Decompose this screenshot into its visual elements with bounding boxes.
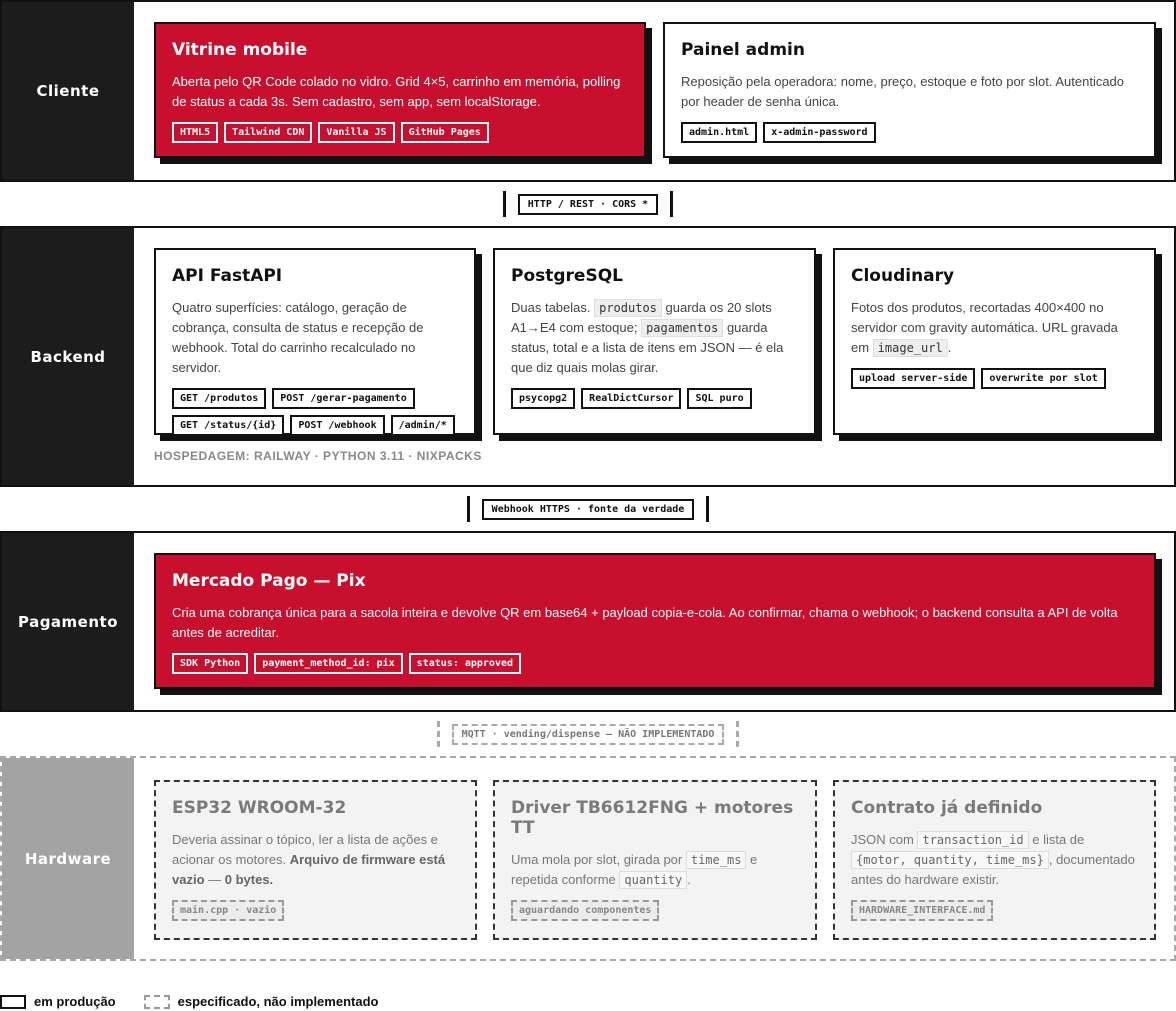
tag: /admin/* [391,415,455,436]
tag-list [172,122,628,143]
desc-emphasis: 0 bytes. [224,872,274,887]
connector-line [437,721,740,747]
card-description [851,298,1138,358]
desc-emphasis: Arquivo de firmware está vazio [172,852,446,887]
tag: Vanilla JS [318,122,394,143]
card-title: Vitrine mobile [172,40,308,60]
layer-content [134,758,1174,959]
connector-webhook [0,496,1176,522]
card-description: Cria uma cobrança única para a sacola inteira e devolve QR em base64 + payload copia-e-cola. Ao confirmar, chama o webhook; o backend consulta a API de volta antes de acreditar. [172,605,1118,640]
inline-code: produtos [594,299,662,317]
tag: upload server-side [851,368,975,389]
card-cloudinary [833,248,1156,435]
connector-line [503,191,673,217]
card-title: API FastAPI [172,266,283,286]
card-postgresql [493,248,816,435]
card-title: Mercado Pago — Pix [172,571,366,591]
card-painel-admin [663,22,1156,158]
card-description [851,830,1138,890]
desc-text: e lista de [1028,832,1085,847]
tag: HTML5 [172,122,218,143]
layer-label: Backend [2,228,134,485]
layer-backend [0,226,1176,487]
card-description: Reposição pela operadora: nome, preço, estoque e foto por slot. Autenticado por header de senha única. [681,74,1125,109]
tag-list [681,122,1138,143]
layer-content [134,2,1174,180]
card-esp32 [154,780,477,940]
tag-list [172,900,459,921]
connector-line [467,496,710,522]
card-description [511,850,799,890]
connector-label: Webhook HTTPS · fonte da verdade [482,499,695,520]
tag: x-admin-password [763,122,875,143]
tag: GET /produtos [172,388,266,409]
card-api-fastapi [154,248,476,435]
desc-text: e repetida conforme [511,852,758,887]
layer-pagamento [0,531,1176,712]
legend-item-specified [144,994,379,1009]
inline-code: time_ms [686,851,747,869]
tag: GET /status/{id} [172,415,284,436]
card-vitrine-mobile [154,22,646,158]
card-title: Driver TB6612FNG + motores TT [511,798,794,838]
desc-text: JSON com [851,832,918,847]
tag: GitHub Pages [401,122,489,143]
tag: status: approved [409,653,521,674]
inline-code: transaction_id [917,831,1028,849]
tag: Tailwind CDN [224,122,312,143]
layer-label: Cliente [2,2,134,180]
tag: SQL puro [687,388,751,409]
card-description: Aberta pelo QR Code colado no vidro. Grid 4×5, carrinho em memória, polling de status a cada 3s. Sem cadastro, sem app, sem localStorage. [172,74,621,109]
tag: RealDictCursor [581,388,681,409]
layer-hardware [0,756,1176,961]
card-title: PostgreSQL [511,266,623,286]
layer-content [134,228,1174,485]
legend-label: em produção [34,994,116,1009]
inline-code: pagamentos [641,319,723,337]
connector-label: MQTT · vending/dispense — NÃO IMPLEMENTADO [452,724,725,745]
inline-code: image_url [873,339,948,357]
card-driver-tb6612fng [493,780,817,940]
layer-label: Hardware [2,758,134,959]
desc-text: Deveria assinar o tópico, ler a lista de ações e acionar os motores. [172,832,438,867]
card-mercado-pago [154,553,1156,689]
inline-code: {motor, quantity, time_ms} [851,851,1049,869]
card-contrato [833,780,1156,940]
desc-text: , documentado antes do hardware existir. [851,852,1135,887]
tag-list [511,388,798,409]
tag: admin.html [681,122,757,143]
inline-code: quantity [619,871,687,889]
tag-list [851,900,1138,921]
legend-dashed-swatch [144,995,170,1009]
tag: main.cpp · vazio [172,900,284,921]
desc-text: . [687,872,691,887]
card-title: Cloudinary [851,266,955,286]
connector-http [0,191,1176,217]
tag-list [172,388,458,436]
legend-item-production [0,994,116,1009]
desc-text: . [947,340,952,355]
card-description: Quatro superfícies: catálogo, geração de cobrança, consulta de status e recepção de webhook. Total do carrinho recalculado no servidor. [172,300,424,375]
desc-text: Uma mola por slot, girada por [511,852,686,867]
layer-label: Pagamento [2,533,134,710]
tag: psycopg2 [511,388,575,409]
tag-list [172,653,1138,674]
desc-text: — [204,872,225,887]
tag-list [851,368,1138,389]
legend-solid-swatch [0,995,26,1009]
desc-text: Duas tabelas. [511,300,595,315]
tag: SDK Python [172,653,248,674]
connector-mqtt [0,721,1176,747]
legend-label: especificado, não implementado [177,994,379,1009]
tag: POST /gerar-pagamento [272,388,414,409]
legend [0,994,396,1009]
card-title: ESP32 WROOM-32 [172,798,347,818]
connector-label: HTTP / REST · CORS * [518,194,658,215]
hosting-note: HOSPEDAGEM: RAILWAY · PYTHON 3.11 · NIXPACKS [154,449,482,463]
card-description [172,830,459,890]
tag-list [511,900,799,921]
tag: POST /webhook [290,415,384,436]
card-title: Painel admin [681,40,805,60]
card-description [511,298,798,378]
layer-cliente [0,0,1176,182]
tag: payment_method_id: pix [254,653,402,674]
desc-text: guarda status, total e a lista de itens em JSON — é ela que diz quais molas girar. [511,320,784,375]
desc-text: guarda os 20 slots A1→E4 com estoque; [511,300,772,335]
tag: HARDWARE_INTERFACE.md [851,900,993,921]
tag: aguardando componentes [511,900,659,921]
desc-text: Fotos dos produtos, recortadas 400×400 no servidor com gravity automática. URL gravada em [851,300,1118,355]
tag: overwrite por slot [981,368,1105,389]
card-title: Contrato já definido [851,798,1043,818]
layer-content [134,533,1174,710]
